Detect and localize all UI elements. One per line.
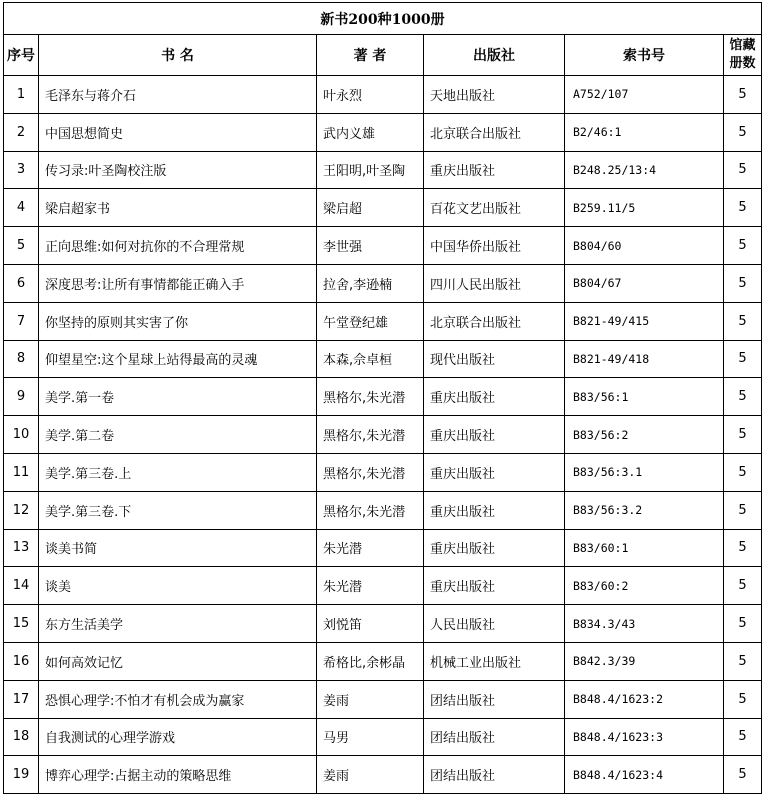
header-row [4, 35, 762, 76]
cell-index: 12 [4, 491, 39, 529]
cell-book-title: 梁启超家书 [39, 189, 317, 227]
cell-publisher: 重庆出版社 [424, 491, 565, 529]
cell-call-number: B259.11/5 [565, 189, 724, 227]
cell-author: 姜雨 [317, 680, 424, 718]
cell-book-title: 毛泽东与蒋介石 [39, 76, 317, 114]
table-row [4, 302, 762, 340]
cell-author: 王阳明,叶圣陶 [317, 151, 424, 189]
cell-copies: 5 [724, 340, 762, 378]
cell-call-number: B848.4/1623:4 [565, 756, 724, 794]
table-row [4, 264, 762, 302]
table-body [4, 3, 762, 794]
cell-copies: 5 [724, 718, 762, 756]
header-book-title [39, 35, 317, 76]
cell-book-title: 谈美 [39, 567, 317, 605]
cell-index: 13 [4, 529, 39, 567]
cell-copies: 5 [724, 76, 762, 114]
cell-call-number: B842.3/39 [565, 642, 724, 680]
cell-call-number: B83/60:1 [565, 529, 724, 567]
cell-publisher: 重庆出版社 [424, 529, 565, 567]
cell-author: 午堂登纪雄 [317, 302, 424, 340]
cell-author: 黑格尔,朱光潜 [317, 378, 424, 416]
cell-book-title: 自我测试的心理学游戏 [39, 718, 317, 756]
table-row [4, 567, 762, 605]
cell-book-title: 深度思考:让所有事情都能正确入手 [39, 264, 317, 302]
cell-call-number: B2/46:1 [565, 113, 724, 151]
table-row [4, 340, 762, 378]
cell-author: 刘悦笛 [317, 605, 424, 643]
cell-call-number: B83/56:3.1 [565, 453, 724, 491]
header-index: 序号 [4, 35, 39, 76]
cell-call-number: B848.4/1623:3 [565, 718, 724, 756]
table-row [4, 642, 762, 680]
cell-publisher: 百花文艺出版社 [424, 189, 565, 227]
cell-call-number: B821-49/415 [565, 302, 724, 340]
cell-book-title: 谈美书简 [39, 529, 317, 567]
cell-book-title: 传习录:叶圣陶校注版 [39, 151, 317, 189]
cell-publisher: 北京联合出版社 [424, 113, 565, 151]
cell-call-number: B834.3/43 [565, 605, 724, 643]
cell-publisher: 重庆出版社 [424, 378, 565, 416]
table-row [4, 378, 762, 416]
cell-book-title: 美学.第三卷.下 [39, 491, 317, 529]
cell-author: 朱光潜 [317, 567, 424, 605]
cell-publisher: 重庆出版社 [424, 567, 565, 605]
cell-publisher: 中国华侨出版社 [424, 227, 565, 265]
cell-call-number: B821-49/418 [565, 340, 724, 378]
book-list-table [3, 2, 762, 794]
cell-author: 叶永烈 [317, 76, 424, 114]
cell-author: 梁启超 [317, 189, 424, 227]
cell-author: 姜雨 [317, 756, 424, 794]
cell-publisher: 北京联合出版社 [424, 302, 565, 340]
cell-copies: 5 [724, 453, 762, 491]
cell-copies: 5 [724, 378, 762, 416]
cell-copies: 5 [724, 567, 762, 605]
table-row [4, 453, 762, 491]
header-author: 著 者 [317, 35, 424, 76]
cell-call-number: A752/107 [565, 76, 724, 114]
cell-call-number: B83/56:1 [565, 378, 724, 416]
cell-copies: 5 [724, 227, 762, 265]
cell-author: 黑格尔,朱光潜 [317, 453, 424, 491]
cell-index: 17 [4, 680, 39, 718]
cell-author: 希格比,余彬晶 [317, 642, 424, 680]
cell-author: 李世强 [317, 227, 424, 265]
cell-book-title: 你坚持的原则其实害了你 [39, 302, 317, 340]
cell-book-title: 正向思维:如何对抗你的不合理常规 [39, 227, 317, 265]
cell-book-title: 如何高效记忆 [39, 642, 317, 680]
cell-publisher: 团结出版社 [424, 680, 565, 718]
cell-index: 9 [4, 378, 39, 416]
table-row [4, 113, 762, 151]
cell-publisher: 天地出版社 [424, 76, 565, 114]
header-book-title-text: 书 名 [161, 48, 194, 64]
cell-call-number: B804/60 [565, 227, 724, 265]
cell-author: 黑格尔,朱光潜 [317, 416, 424, 454]
cell-copies: 5 [724, 605, 762, 643]
header-call-number: 索书号 [565, 35, 724, 76]
cell-copies: 5 [724, 642, 762, 680]
cell-index: 10 [4, 416, 39, 454]
header-copies: 馆藏册数 [724, 35, 762, 76]
cell-index: 11 [4, 453, 39, 491]
table-row [4, 756, 762, 794]
cell-book-title: 博弈心理学:占据主动的策略思维 [39, 756, 317, 794]
cell-publisher: 重庆出版社 [424, 151, 565, 189]
cell-index: 18 [4, 718, 39, 756]
table-row [4, 529, 762, 567]
table-row [4, 189, 762, 227]
table-row [4, 227, 762, 265]
cell-author: 马男 [317, 718, 424, 756]
cell-index: 14 [4, 567, 39, 605]
cell-index: 2 [4, 113, 39, 151]
cell-copies: 5 [724, 416, 762, 454]
cell-copies: 5 [724, 189, 762, 227]
cell-index: 5 [4, 227, 39, 265]
cell-author: 本森,佘卓桓 [317, 340, 424, 378]
table-row [4, 76, 762, 114]
cell-copies: 5 [724, 491, 762, 529]
cell-publisher: 四川人民出版社 [424, 264, 565, 302]
cell-copies: 5 [724, 756, 762, 794]
cell-copies: 5 [724, 151, 762, 189]
table-row [4, 680, 762, 718]
cell-index: 8 [4, 340, 39, 378]
cell-call-number: B83/56:3.2 [565, 491, 724, 529]
cell-copies: 5 [724, 680, 762, 718]
cell-author: 武内义雄 [317, 113, 424, 151]
cell-copies: 5 [724, 302, 762, 340]
cell-call-number: B83/56:2 [565, 416, 724, 454]
cell-book-title: 美学.第三卷.上 [39, 453, 317, 491]
table-row [4, 605, 762, 643]
header-publisher: 出版社 [424, 35, 565, 76]
cell-index: 6 [4, 264, 39, 302]
cell-publisher: 重庆出版社 [424, 453, 565, 491]
cell-book-title: 东方生活美学 [39, 605, 317, 643]
cell-book-title: 仰望星空:这个星球上站得最高的灵魂 [39, 340, 317, 378]
cell-book-title: 中国思想简史 [39, 113, 317, 151]
cell-publisher: 机械工业出版社 [424, 642, 565, 680]
cell-publisher: 重庆出版社 [424, 416, 565, 454]
cell-author: 拉舍,李逊楠 [317, 264, 424, 302]
cell-author: 朱光潜 [317, 529, 424, 567]
cell-copies: 5 [724, 113, 762, 151]
cell-author: 黑格尔,朱光潜 [317, 491, 424, 529]
cell-call-number: B848.4/1623:2 [565, 680, 724, 718]
cell-call-number: B248.25/13:4 [565, 151, 724, 189]
cell-index: 4 [4, 189, 39, 227]
cell-index: 19 [4, 756, 39, 794]
cell-book-title: 美学.第一卷 [39, 378, 317, 416]
cell-copies: 5 [724, 529, 762, 567]
table-title-row [4, 3, 762, 35]
table-title: 新书200种1000册 [4, 3, 762, 35]
cell-index: 16 [4, 642, 39, 680]
cell-publisher: 团结出版社 [424, 756, 565, 794]
cell-publisher: 现代出版社 [424, 340, 565, 378]
cell-index: 3 [4, 151, 39, 189]
table-row [4, 491, 762, 529]
cell-publisher: 团结出版社 [424, 718, 565, 756]
cell-index: 7 [4, 302, 39, 340]
table-row [4, 718, 762, 756]
cell-copies: 5 [724, 264, 762, 302]
cell-publisher: 人民出版社 [424, 605, 565, 643]
cell-book-title: 恐惧心理学:不怕才有机会成为赢家 [39, 680, 317, 718]
table-row [4, 151, 762, 189]
cell-index: 1 [4, 76, 39, 114]
cell-book-title: 美学.第二卷 [39, 416, 317, 454]
table-row [4, 416, 762, 454]
cell-index: 15 [4, 605, 39, 643]
cell-call-number: B804/67 [565, 264, 724, 302]
cell-call-number: B83/60:2 [565, 567, 724, 605]
